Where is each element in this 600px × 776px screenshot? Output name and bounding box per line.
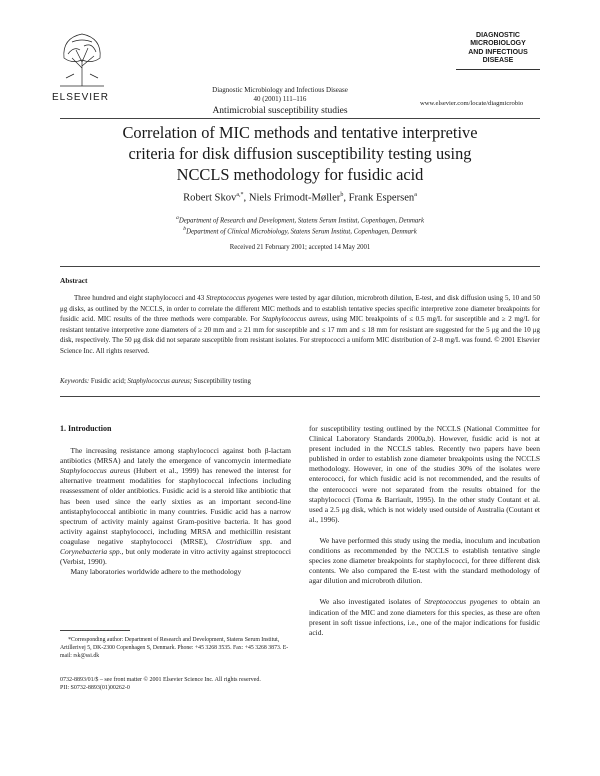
brand-line: DISEASE [482, 57, 514, 65]
pii-line: PII: S0732-8893(01)00262-0 [60, 685, 130, 691]
received-dates: Received 21 February 2001; accepted 14 May 2001 [229, 244, 371, 251]
footnote-rule [60, 630, 130, 631]
journal-volume: 40 (2001) 111–116 [253, 95, 307, 103]
author-name: Niels Frimodt-Møller [248, 192, 341, 204]
abstract-bottom-rule [60, 396, 540, 397]
journal-citation [150, 86, 410, 104]
author-name: Robert Skov [183, 192, 237, 204]
publisher-name: ELSEVIER [52, 92, 109, 103]
header-rule [60, 118, 540, 119]
brand-line: AND INFECTIOUS [468, 48, 528, 56]
keywords-label: Keywords: [60, 378, 90, 385]
author-affil-mark: a,* [236, 192, 244, 198]
brand-line: DIAGNOSTIC [476, 32, 520, 39]
section-title: Antimicrobial susceptibility studies [212, 106, 348, 116]
copyright-block [60, 676, 261, 692]
title-line: criteria for disk diffusion susceptibility testing using [128, 144, 472, 163]
author-list: Robert Skov$^{a,*}$, Niels Frimodt-Møller$^b$, Frank Espersen$^a$ [183, 192, 417, 204]
body-paragraph: Many laboratories worldwide adhere to the methodology [70, 567, 242, 577]
body-paragraph: for susceptibility testing outlined by the NCCLS (National Committee for Clinical Laboratory Standards 2000a,b). However, fusidic acid is not at present included in the NCCLS tables. Recently two papers have been published in order to establish zone diameter breakpoints using the NCCLS methodology. However, in one of the studies 30% of the isolates were enterococci, for which fusidic acid is not recommended, and the results of the enterococci were not separated from the results obtained for the staphylococci (Toma & Barriault, 1995). In the other study Coutant et al. used a 2.5 μg disk, which is not widely used outside of Australia (Coutant et al., 1996). [309, 424, 540, 524]
abstract-text: Three hundred and eight staphylococci and 43 Streptococcus pyogenes were tested by agar dilution, microbroth dilution, E-test, and disk diffusion using 5, 10 and 50 μg disks, as outlined by the NCCLS, in order to correlate the different MIC methods and to establish tentative species specific interpretive zone diameter breakpoints for fusidic acid. MIC results of the three methods were comparable. For Staphylococcus aureus, using MIC breakpoints of ≤ 0.5 mg/L for susceptible and ≥ 2 mg/L for resistant tentative interpretive zone diameters of ≥ 20 mm and ≥ 21 mm for susceptible and ≤ 17 mm and ≤ 18 mm for resistant are suggested for the 5 μg and the 10 μg disk, respectively. The 50 μg disk did not separate susceptible from resistant isolates. For streptococci a uniform MIC distribution of 2–8 mg/L was found. © 2001 Elsevier Science Inc. All rights reserved. [60, 294, 541, 355]
copyright-line: 0732-8893/01/$ – see front matter © 2001 Elsevier Science Inc. All rights reserved. [60, 677, 261, 683]
affiliation-b: $^b$Department of Clinical Microbiology, Statens Serum Institut, Copenhagen, Denmark [183, 226, 417, 236]
author-affil-mark: b [340, 192, 344, 198]
author-affil-mark: a [414, 192, 417, 198]
affiliation-a: $^a$Department of Research and Development, Statens Serum Institut, Copenhagen, Denmark [176, 215, 424, 225]
right-column [309, 424, 540, 638]
journal-name: Diagnostic Microbiology and Infectious Disease [212, 86, 348, 94]
keyword: Susceptibility testing [193, 378, 251, 385]
journal-url[interactable]: www.elsevier.com/locate/diagmicrobio [420, 100, 524, 107]
elsevier-tree-logo [52, 28, 112, 88]
abstract-heading: Abstract [60, 276, 88, 285]
left-column [60, 424, 291, 577]
body-paragraph: We also investigated isolates of Streptococcus pyogenes to obtain an indication of the MIC and zone diameters for this species, as these are often present in soft tissue infections, i.e., one of the major indications for fusidic acid. [309, 597, 541, 637]
title-line: NCCLS methodology for fusidic acid [176, 165, 424, 184]
keyword: Fusidic acid; [90, 378, 126, 385]
journal-brand [456, 32, 540, 70]
body-paragraph: We have performed this study using the media, inoculum and incubation conditions as recommended by the NCCLS to establish tentative single species zone diameter breakpoints for staphylococci, for three different disk contents. We also compared the E-test with the standard methodology of agar dilution and microbroth dilution. [309, 535, 540, 586]
body-paragraph: The increasing resistance among staphylococci against both β-lactam antibiotics (MRSA) and lately the emergence of vancomycin intermediate Staphylococcus aureus (Hubert et al., 1999) has renewed the interest for alternative treatment modalities for staphylococcal infections including reassessment of older antibiotics. Fusidic acid is a steroid like antibiotic that has been used since the early sixties as an important second-line antistaphylococcal antibiotic in many countries. Fusidic acid has a narrow spectrum of activity mainly against Gram-positive bacteria. It has good activity against staphylococci, including MRSA and methicillin resistant coagulase negative staphylococci (MRSE), Clostridium spp. and Corynebacteria spp., but only moderate in vitro activity against streptococci (Verbist, 1990). [60, 446, 292, 567]
section-heading-introduction: 1. Introduction [60, 424, 112, 433]
corresponding-author-footnote: *Corresponding author: Department of Research and Development, Statens Serum Institut, Artillerivej 5, DK-2300 Copenhagen S, Denmark. Phone: +45 3268 3535. Fax: +45 3268 3873. E-mail: rsk@ssi.dk [60, 637, 289, 659]
article-title [60, 122, 540, 185]
affiliations [60, 214, 540, 237]
abstract-top-rule [60, 266, 540, 267]
keywords [60, 378, 251, 385]
keyword: Staphylococcus aureus; [127, 378, 193, 385]
brand-line: MICROBIOLOGY [470, 40, 526, 48]
title-line: Correlation of MIC methods and tentative interpretive [122, 123, 478, 142]
author-name: Frank Espersen [348, 192, 415, 204]
